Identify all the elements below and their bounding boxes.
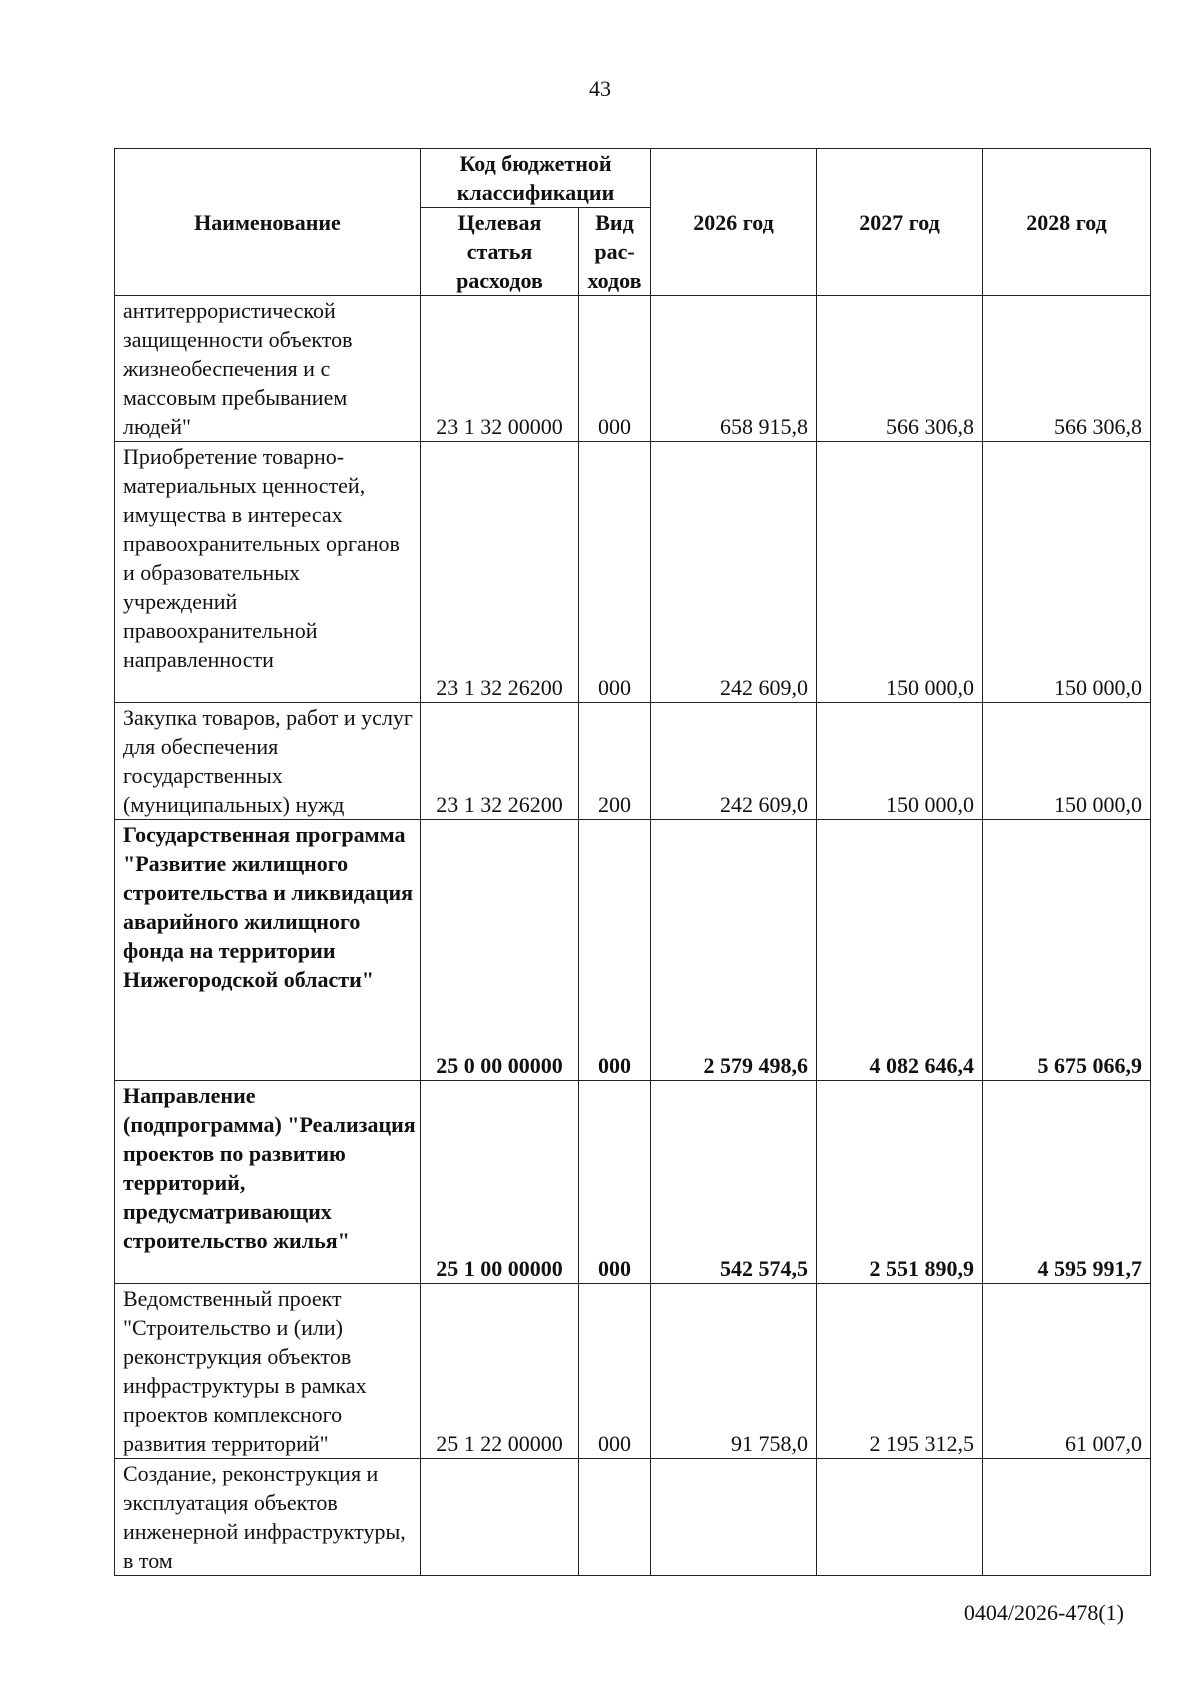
row-name: антитеррористической защищенности объектов жизнеобеспечения и с массовым пребыванием людей": [115, 296, 421, 442]
row-name: Приобретение товарно-материальных ценностей, имущества в интересах правоохранительных органов и образовательных учреждений правоохранительной направленности: [115, 442, 421, 703]
header-expense-type: Вид рас-ходов: [579, 208, 651, 296]
row-value-2028: 5 675 066,9: [983, 820, 1151, 1081]
document-code: 0404/2026-478(1): [963, 1600, 1124, 1625]
row-value-2028: 4 595 991,7: [983, 1081, 1151, 1284]
row-value-2028: 150 000,0: [983, 442, 1151, 703]
header-2026: 2026 год: [651, 149, 817, 296]
row-expense-type: 000: [579, 1284, 651, 1459]
row-name: Ведомственный проект "Строительство и (или) реконструкция объектов инфраструктуры в рамках проектов комплексного развития территорий": [115, 1284, 421, 1459]
row-name: Создание, реконструкция и эксплуатация объектов инженерной инфраструктуры, в том: [115, 1459, 421, 1576]
row-target-code: 23 1 32 26200: [421, 703, 579, 820]
row-expense-type: 000: [579, 296, 651, 442]
row-expense-type: 000: [579, 820, 651, 1081]
row-name: Государственная программа "Развитие жилищного строительства и ликвидация аварийного жилищного фонда на территории Нижегородской области": [115, 820, 421, 1081]
budget-table: [114, 148, 1151, 1576]
row-value-2028: [983, 1459, 1151, 1576]
header-budget-code: Код бюджетной классификации: [421, 149, 651, 208]
row-expense-type: 000: [579, 1081, 651, 1284]
table-row: [115, 1081, 1151, 1284]
row-name: Закупка товаров, работ и услуг для обеспечения государственных (муниципальных) нужд: [115, 703, 421, 820]
row-value-2027: 566 306,8: [817, 296, 983, 442]
row-value-2026: [651, 1459, 817, 1576]
row-value-2026: 2 579 498,6: [651, 820, 817, 1081]
table-row: [115, 1459, 1151, 1576]
row-name: Направление (подпрограмма) "Реализация проектов по развитию территорий, предусматривающих строительство жилья": [115, 1081, 421, 1284]
row-target-code: 25 1 00 00000: [421, 1081, 579, 1284]
row-value-2027: 2 195 312,5: [817, 1284, 983, 1459]
row-expense-type: 000: [579, 442, 651, 703]
row-value-2028: 566 306,8: [983, 296, 1151, 442]
row-value-2026: 658 915,8: [651, 296, 817, 442]
page-number: 43: [589, 76, 611, 101]
row-value-2027: 150 000,0: [817, 703, 983, 820]
row-value-2026: 542 574,5: [651, 1081, 817, 1284]
row-target-code: [421, 1459, 579, 1576]
table-row: [115, 296, 1151, 442]
header-2028: 2028 год: [983, 149, 1151, 296]
row-expense-type: [579, 1459, 651, 1576]
row-value-2027: 2 551 890,9: [817, 1081, 983, 1284]
row-target-code: 23 1 32 26200: [421, 442, 579, 703]
row-value-2028: 61 007,0: [983, 1284, 1151, 1459]
row-value-2028: 150 000,0: [983, 703, 1151, 820]
table-row: [115, 703, 1151, 820]
table-row: [115, 820, 1151, 1081]
row-value-2026: 91 758,0: [651, 1284, 817, 1459]
row-value-2027: 150 000,0: [817, 442, 983, 703]
row-target-code: 25 0 00 00000: [421, 820, 579, 1081]
header-target-item: Целевая статья расходов: [421, 208, 579, 296]
row-target-code: 23 1 32 00000: [421, 296, 579, 442]
header-name: Наименование: [115, 149, 421, 296]
row-expense-type: 200: [579, 703, 651, 820]
table-row: [115, 1284, 1151, 1459]
table-row: [115, 442, 1151, 703]
row-value-2027: 4 082 646,4: [817, 820, 983, 1081]
row-target-code: 25 1 22 00000: [421, 1284, 579, 1459]
row-value-2026: 242 609,0: [651, 703, 817, 820]
header-2027: 2027 год: [817, 149, 983, 296]
row-value-2026: 242 609,0: [651, 442, 817, 703]
row-value-2027: [817, 1459, 983, 1576]
